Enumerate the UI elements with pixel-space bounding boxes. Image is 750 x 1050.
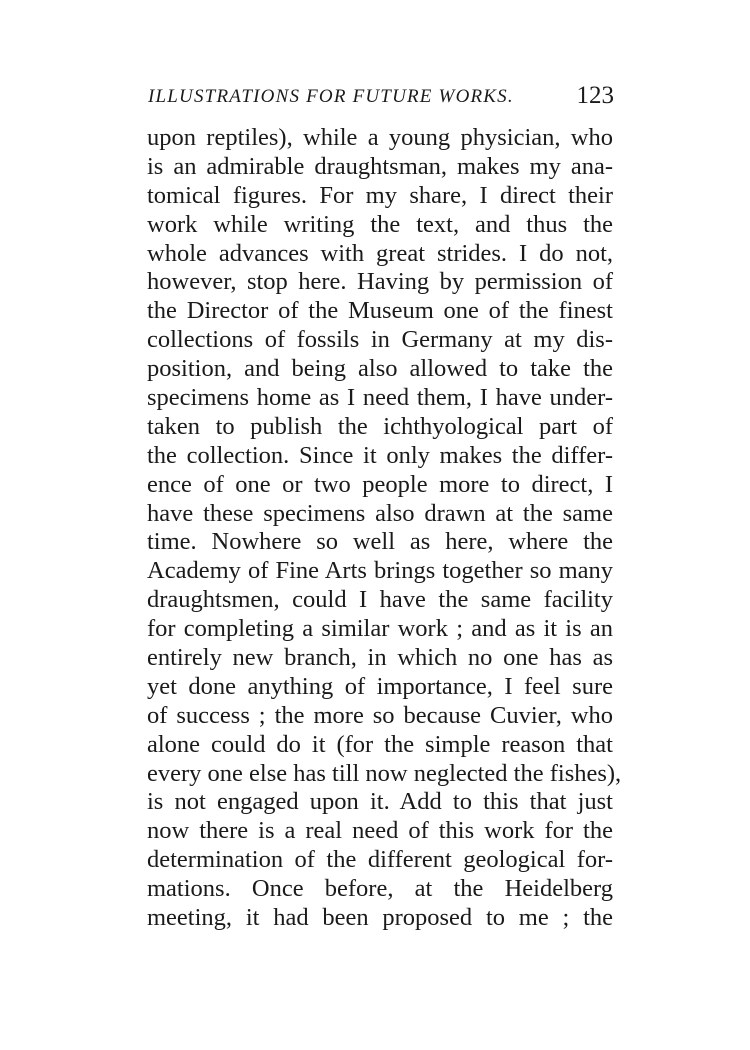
text-line: have these specimens also drawn at the same (147, 499, 613, 527)
text-line: position, and being also allowed to take the (147, 355, 613, 383)
text-line: ence of one or two people more to direct, I (147, 470, 613, 498)
text-line: draughtsmen, could I have the same facility (147, 586, 613, 614)
text-line: specimens home as I need them, I have under- (147, 384, 613, 412)
text-line: determination of the different geological for- (147, 846, 613, 874)
text-line: of success ; the more so because Cuvier, who (147, 701, 613, 729)
text-line: meeting, it had been proposed to me ; the (147, 904, 613, 932)
text-line: upon reptiles), while a young physician, who (147, 124, 613, 151)
text-line: the Director of the Museum one of the finest (147, 297, 613, 325)
text-line: yet done anything of importance, I feel sure (147, 672, 613, 700)
running-title: ILLUSTRATIONS FOR FUTURE WORKS. (148, 86, 514, 107)
text-line: entirely new branch, in which no one has as (147, 644, 613, 672)
text-line: mations. Once before, at the Heidelberg (147, 875, 613, 903)
text-line: Academy of Fine Arts brings together so many (147, 557, 613, 585)
text-line: whole advances with great strides. I do not, (147, 239, 613, 267)
text-line: work while writing the text, and thus the (147, 210, 613, 238)
text-line: the collection. Since it only makes the differ- (147, 441, 613, 469)
running-header (148, 82, 614, 112)
text-line: now there is a real need of this work for the (147, 817, 613, 845)
body-text (147, 124, 622, 933)
page-number: 123 (576, 82, 614, 109)
text-line: time. Nowhere so well as here, where the (147, 528, 613, 556)
text-line: is not engaged upon it. Add to this that just (147, 788, 613, 816)
text-line: for completing a similar work ; and as it is an (147, 615, 613, 643)
text-line: every one else has till now neglected the fishes), (147, 759, 622, 787)
text-line: taken to publish the ichthyological part of (147, 412, 613, 440)
text-line: tomical figures. For my share, I direct their (147, 181, 613, 209)
text-line: alone could do it (for the simple reason that (147, 730, 613, 758)
text-line: is an admirable draughtsman, makes my ana- (147, 152, 613, 180)
text-line: collections of fossils in Germany at my dis- (147, 326, 613, 354)
text-line: however, stop here. Having by permission of (147, 268, 613, 296)
